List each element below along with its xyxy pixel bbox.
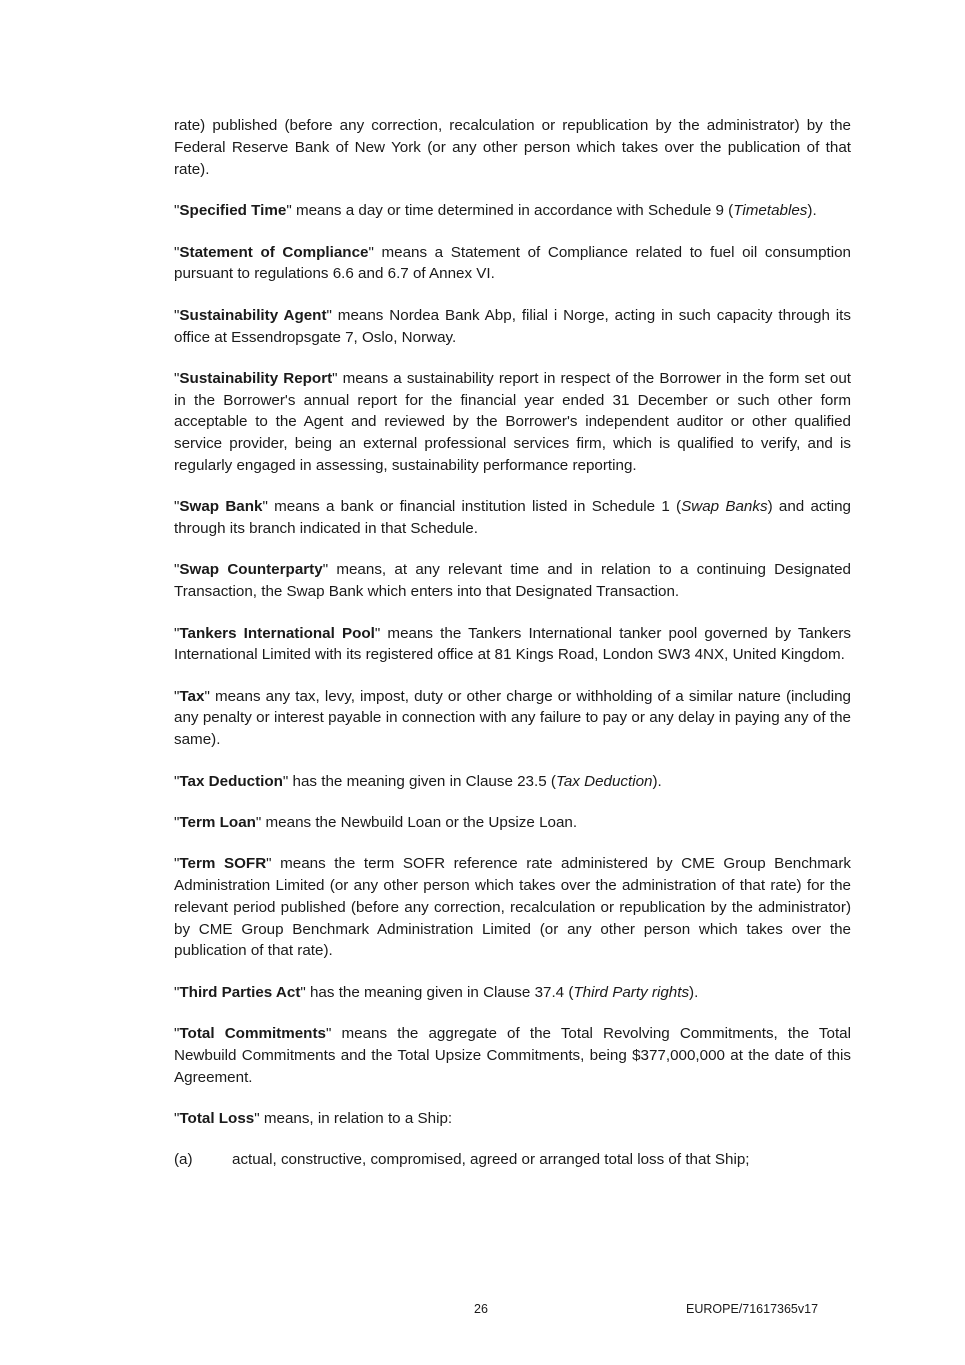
list-item bbox=[174, 1149, 851, 1171]
definition-paragraph bbox=[174, 982, 851, 1004]
definition-text: " means the term SOFR reference rate administered by CME Group Benchmark Administration Limited (or any other person which takes over the administration of that rate) for the relevant period published (before any correction, recalculation or republication by the administrator) by CME Group Benchmark Administration Limited (or any other person which takes over the publication of that rate). bbox=[174, 855, 851, 960]
page-body bbox=[174, 115, 851, 1171]
definition-text: " bbox=[174, 687, 180, 705]
definition-text: " means a day or time determined in accordance with Schedule 9 ( bbox=[286, 202, 734, 220]
defined-term: Tax bbox=[179, 687, 205, 705]
definition-text: " bbox=[174, 561, 180, 579]
clause-title: Tax Deduction bbox=[555, 772, 653, 790]
definition-text: " means Nordea Bank Abp, filial i Norge, acting in such capacity through its office at Essendropsgate 7, Oslo, Norway. bbox=[174, 306, 851, 346]
definition-text: " bbox=[174, 369, 180, 387]
definition-paragraph bbox=[174, 686, 851, 751]
clause-title: Swap Banks bbox=[681, 498, 768, 516]
definition-text: ). bbox=[689, 983, 699, 1001]
definition-paragraph bbox=[174, 496, 851, 540]
definition-text: " bbox=[174, 202, 180, 220]
definition-paragraph bbox=[174, 305, 851, 349]
definitions-list bbox=[174, 115, 851, 1130]
definition-text: " means, at any relevant time and in relation to a continuing Designated Transaction, the Swap Bank which enters into that Designated Transaction. bbox=[174, 561, 851, 601]
definition-text: " bbox=[174, 306, 180, 324]
list-item-label: (a) bbox=[174, 1151, 193, 1169]
definition-text: ). bbox=[807, 202, 817, 220]
defined-term: Specified Time bbox=[179, 202, 287, 220]
defined-term: Swap Counterparty bbox=[179, 561, 323, 579]
defined-term: Statement of Compliance bbox=[179, 243, 369, 261]
definition-paragraph bbox=[174, 853, 851, 962]
definition-text: " bbox=[174, 772, 180, 790]
definition-paragraph bbox=[174, 812, 851, 834]
definition-text: " has the meaning given in Clause 37.4 ( bbox=[300, 983, 574, 1001]
definition-paragraph bbox=[174, 1023, 851, 1088]
defined-term: Swap Bank bbox=[179, 498, 263, 516]
defined-term: Sustainability Report bbox=[179, 369, 333, 387]
defined-term: Total Loss bbox=[179, 1109, 255, 1127]
defined-term: Third Parties Act bbox=[179, 983, 301, 1001]
defined-term: Tankers International Pool bbox=[179, 624, 375, 642]
definition-paragraph bbox=[174, 1108, 851, 1130]
definition-paragraph bbox=[174, 771, 851, 793]
definition-text: " bbox=[174, 1109, 180, 1127]
defined-term: Sustainability Agent bbox=[179, 306, 327, 324]
defined-term: Term SOFR bbox=[179, 855, 267, 873]
list-item-text: actual, constructive, compromised, agreed or arranged total loss of that Ship; bbox=[232, 1151, 750, 1169]
document-reference: EUROPE/71617365v17 bbox=[686, 1302, 819, 1316]
definition-text: " means the aggregate of the Total Revolving Commitments, the Total Newbuild Commitments and the Total Upsize Commitments, being $377,000,000 at the date of this Agreement. bbox=[174, 1024, 851, 1086]
definition-text: " has the meaning given in Clause 23.5 ( bbox=[282, 772, 556, 790]
definition-text: " means any tax, levy, impost, duty or other charge or withholding of a similar nature (including any penalty or interest payable in connection with any failure to pay or any delay in paying any of the same). bbox=[174, 687, 851, 749]
definition-text: " bbox=[174, 813, 180, 831]
definition-text: " means a Statement of Compliance related to fuel oil consumption pursuant to regulations 6.6 and 6.7 of Annex VI. bbox=[174, 243, 852, 283]
definition-text: rate) published (before any correction, recalculation or republication by the administrator) by the Federal Reserve Bank of New York (or any other person which takes over the publication of that rate). bbox=[174, 117, 851, 178]
defined-term: Term Loan bbox=[179, 813, 256, 831]
definition-text: " bbox=[174, 243, 180, 261]
definition-text: ) and acting through its branch indicated in that Schedule. bbox=[174, 498, 851, 538]
definition-text: " means the Tankers International tanker pool governed by Tankers International Limited with its registered office at 81 Kings Road, London SW3 4NX, United Kingdom. bbox=[174, 624, 851, 664]
definition-paragraph bbox=[174, 115, 851, 180]
definition-paragraph bbox=[174, 368, 851, 477]
definition-text: " means a bank or financial institution listed in Schedule 1 ( bbox=[262, 498, 682, 516]
sub-clause-list bbox=[174, 1149, 851, 1171]
definition-text: " bbox=[174, 498, 180, 516]
definition-text: " means, in relation to a Ship: bbox=[254, 1109, 453, 1127]
definition-text: " bbox=[174, 1024, 180, 1042]
defined-term: Tax Deduction bbox=[179, 772, 283, 790]
definition-text: ). bbox=[652, 772, 662, 790]
page-number: 26 bbox=[474, 1302, 488, 1316]
defined-term: Total Commitments bbox=[179, 1024, 326, 1042]
definition-text: " means a sustainability report in respect of the Borrower in the form set out in the Borrower's annual report for the financial year ended 31 December or such other form acceptable to the Agent and reviewed by the Borrower's independent auditor or other qualified service provider, being an external professional services firm, which is qualified to verify, and is regularly engaged in assessing, sustainability performance reporting. bbox=[174, 369, 851, 475]
definition-text: " bbox=[174, 855, 180, 873]
definition-text: " means the Newbuild Loan or the Upsize Loan. bbox=[255, 813, 578, 831]
definition-paragraph bbox=[174, 559, 851, 603]
clause-title: Third Party rights bbox=[573, 983, 690, 1001]
definition-paragraph bbox=[174, 623, 851, 667]
definition-text: " bbox=[174, 624, 180, 642]
definition-paragraph bbox=[174, 200, 851, 222]
clause-title: Timetables bbox=[733, 202, 808, 220]
definition-text: " bbox=[174, 983, 180, 1001]
definition-paragraph bbox=[174, 242, 851, 286]
